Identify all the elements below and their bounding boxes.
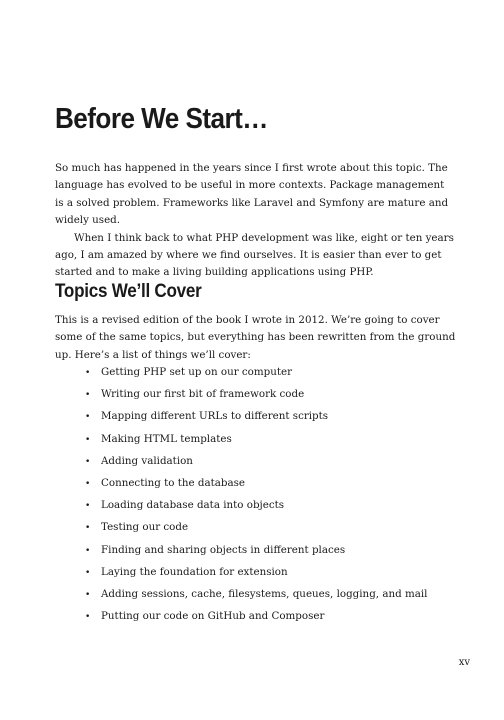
list-item-text: Loading database data into objects bbox=[101, 499, 285, 512]
list-item-text: Getting PHP set up on our computer bbox=[101, 366, 293, 378]
bullet-icon: • bbox=[85, 478, 91, 489]
intro-paragraph-2: When I think back to what PHP development was like, eight or ten years ago, I am amazed by where we find ourselves. It is easier than ever to get started and to make a living building applications using PHP. bbox=[55, 231, 454, 279]
topics-list bbox=[85, 364, 427, 630]
list-item-text: Testing our code bbox=[101, 521, 189, 534]
bullet-icon: • bbox=[85, 545, 91, 556]
intro-paragraph-1: So much has happened in the years since I first wrote about this topic. The language has evolved to be useful in more contexts. Package management is a solved problem. Frameworks like Laravel and Symfony are mature and widely used. bbox=[55, 162, 449, 227]
list-item-text: Laying the foundation for extension bbox=[101, 565, 288, 578]
chapter-title: Before We Start… bbox=[55, 103, 268, 135]
list-item bbox=[85, 386, 427, 408]
bullet-icon: • bbox=[85, 412, 91, 423]
list-item bbox=[85, 608, 427, 630]
bullet-icon: • bbox=[85, 567, 91, 578]
list-item bbox=[85, 564, 427, 586]
list-item-text: Finding and sharing objects in different places bbox=[101, 543, 346, 556]
list-item bbox=[85, 497, 427, 519]
list-item-text: Mapping different URLs to different scripts bbox=[101, 410, 329, 423]
bullet-icon: • bbox=[85, 368, 91, 378]
bullet-icon: • bbox=[85, 589, 91, 600]
bullet-icon: • bbox=[85, 390, 91, 401]
list-item-text: Adding validation bbox=[101, 454, 193, 467]
list-item bbox=[85, 542, 427, 564]
list-item bbox=[85, 408, 427, 430]
list-item-text: Adding sessions, cache, filesystems, queues, logging, and mail bbox=[101, 587, 428, 600]
bullet-icon: • bbox=[85, 523, 91, 534]
list-item-text: Putting our code on GitHub and Composer bbox=[101, 610, 325, 623]
bullet-icon: • bbox=[85, 501, 91, 512]
list-item-text: Connecting to the database bbox=[101, 476, 245, 489]
list-item-text: Making HTML templates bbox=[101, 432, 232, 445]
list-item bbox=[85, 453, 427, 475]
bullet-icon: • bbox=[85, 612, 91, 623]
bullet-icon: • bbox=[85, 434, 91, 445]
bullet-icon: • bbox=[85, 456, 91, 467]
page-number: xv bbox=[458, 657, 470, 668]
section-intro-paragraph: This is a revised edition of the book I wrote in 2012. We’re going to cover some of the same topics, but everything has been rewritten from the ground up. Here’s a list of things we’ll cover: bbox=[55, 314, 456, 361]
list-item bbox=[85, 364, 427, 386]
intro-text bbox=[55, 160, 455, 282]
list-item bbox=[85, 519, 427, 541]
section-title: Topics We’ll Cover bbox=[55, 281, 202, 302]
list-item-text: Writing our first bit of framework code bbox=[101, 388, 305, 401]
list-item bbox=[85, 431, 427, 453]
list-item bbox=[85, 586, 427, 608]
list-item bbox=[85, 475, 427, 497]
